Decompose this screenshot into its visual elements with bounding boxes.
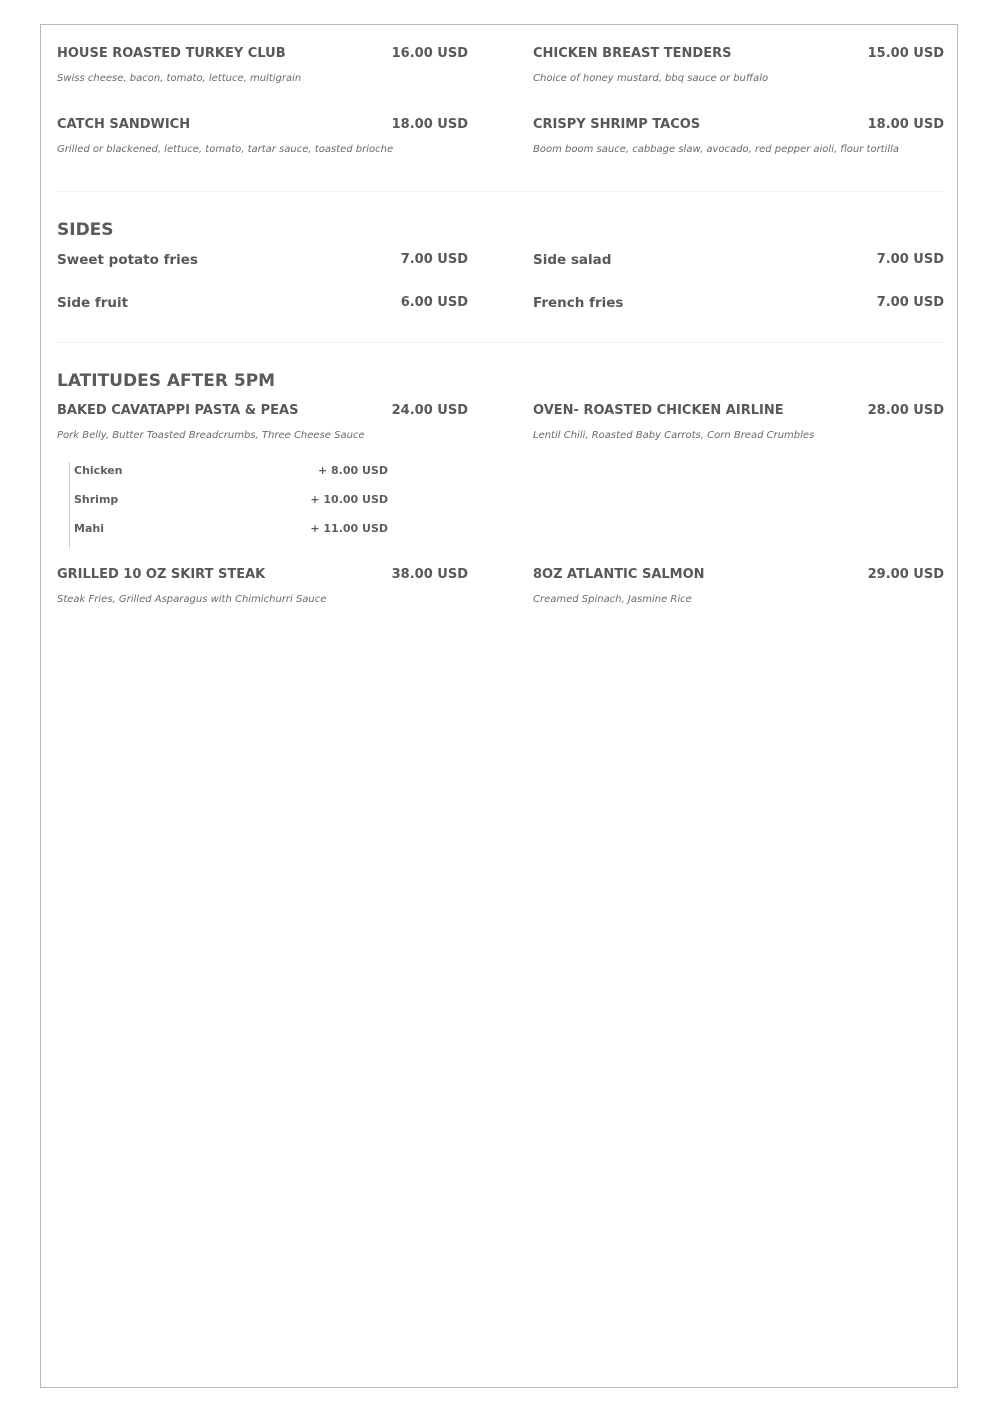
item-description: Boom boom sauce, cabbage slaw, avocado, red pepper aioli, flour tortilla [533, 144, 900, 155]
item-price: 7.00 USD [876, 252, 944, 267]
addon-price: + 8.00 USD [317, 464, 388, 477]
section-divider [57, 342, 944, 343]
section-title-sides: SIDES [57, 220, 114, 240]
item-name: GRILLED 10 OZ SKIRT STEAK [57, 567, 266, 582]
menu-item [57, 403, 468, 441]
item-description: Creamed Spinach, Jasmine Rice [533, 594, 692, 605]
item-price: 24.00 USD [391, 403, 468, 418]
item-description: Choice of honey mustard, bbq sauce or buffalo [533, 73, 769, 84]
item-name: CRISPY SHRIMP TACOS [533, 117, 701, 132]
menu-item [533, 46, 944, 84]
item-name: 8OZ ATLANTIC SALMON [533, 567, 705, 582]
addon-item [70, 520, 390, 549]
item-description: Pork Belly, Butter Toasted Breadcrumbs, Three Cheese Sauce [57, 430, 365, 441]
item-price: 15.00 USD [867, 46, 944, 61]
section-divider [57, 191, 944, 192]
item-price: 16.00 USD [391, 46, 468, 61]
menu-item [57, 117, 468, 155]
item-price: 18.00 USD [391, 117, 468, 132]
item-name: Side fruit [57, 295, 129, 311]
addon-name: Shrimp [74, 493, 119, 506]
section-title-latitudes: LATITUDES AFTER 5PM [57, 371, 276, 391]
menu-item [533, 117, 944, 155]
menu-page [40, 24, 958, 1388]
menu-item [57, 295, 468, 315]
item-name: Sweet potato fries [57, 252, 198, 268]
item-price: 28.00 USD [867, 403, 944, 418]
item-name: CHICKEN BREAST TENDERS [533, 46, 732, 61]
item-name: HOUSE ROASTED TURKEY CLUB [57, 46, 286, 61]
item-name: CATCH SANDWICH [57, 117, 191, 132]
item-name: BAKED CAVATAPPI PASTA & PEAS [57, 403, 299, 418]
item-name: OVEN- ROASTED CHICKEN AIRLINE [533, 403, 784, 418]
addon-name: Mahi [74, 522, 104, 535]
menu-item [533, 295, 944, 315]
menu-item [533, 403, 944, 441]
item-description: Steak Fries, Grilled Asparagus with Chimichurri Sauce [57, 594, 327, 605]
addon-price: + 10.00 USD [310, 493, 388, 506]
item-description: Lentil Chili, Roasted Baby Carrots, Corn Bread Crumbles [533, 430, 815, 441]
menu-item [57, 567, 468, 605]
item-price: 6.00 USD [400, 295, 468, 310]
menu-item [57, 252, 468, 272]
addon-list [69, 462, 390, 549]
item-name: Side salad [533, 252, 612, 268]
item-name: French fries [533, 295, 624, 311]
addon-price: + 11.00 USD [310, 522, 388, 535]
menu-item [57, 46, 468, 84]
addon-item [70, 491, 390, 520]
menu-item [533, 567, 944, 605]
item-price: 29.00 USD [867, 567, 944, 582]
item-price: 38.00 USD [391, 567, 468, 582]
addon-name: Chicken [74, 464, 123, 477]
item-price: 7.00 USD [876, 295, 944, 310]
addon-item [70, 462, 390, 491]
menu-item [533, 252, 944, 272]
item-price: 18.00 USD [867, 117, 944, 132]
item-description: Swiss cheese, bacon, tomato, lettuce, multigrain [57, 73, 302, 84]
item-description: Grilled or blackened, lettuce, tomato, tartar sauce, toasted brioche [57, 144, 394, 155]
item-price: 7.00 USD [400, 252, 468, 267]
